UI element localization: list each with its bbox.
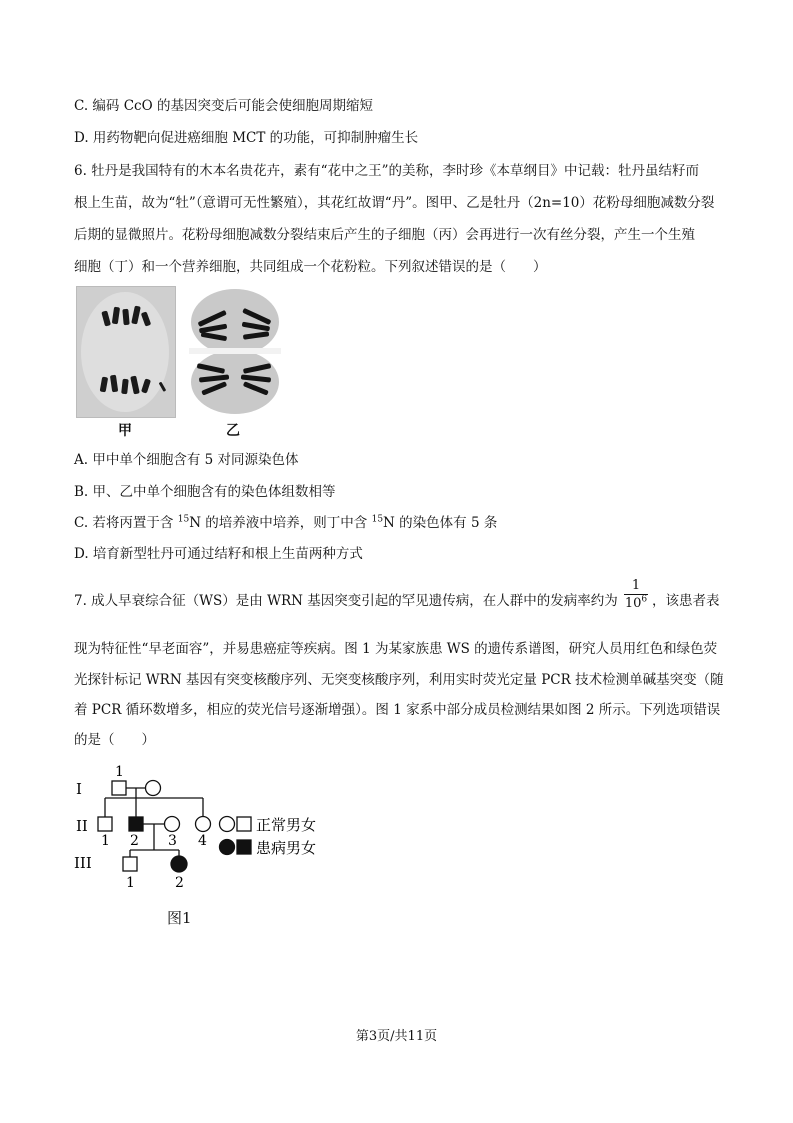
option-a-q6: A. 甲中单个细胞含有 5 对同源染色体 [74, 452, 299, 468]
legend-normal-female-icon [220, 817, 235, 832]
incidence-fraction [624, 578, 648, 611]
question-7-line-4: 着 PCR 循环数增多，相应的荧光信号逐渐增强）。图 1 家系中部分成员检测结果如图 2 所示。下列选项错误 [74, 702, 721, 718]
legend-affected-female-icon [220, 840, 235, 855]
question-7-line-3: 光探针标记 WRN 基因有突变核酸序列、无突变核酸序列，利用实时荧光定量 PCR 技术检测单碱基突变（随 [74, 672, 724, 688]
option-c-text-1: C. 若将丙置于含 [74, 515, 178, 531]
individual-ii3-female [165, 817, 180, 832]
pedigree-chart [70, 762, 370, 902]
individual-ii2-affected-male [129, 817, 143, 831]
option-b-q6: B. 甲、乙中单个细胞含有的染色体组数相等 [74, 484, 336, 500]
legend-affected-label: 患病男女 [256, 839, 317, 857]
micrograph-yi [187, 286, 282, 416]
question-6-line-3: 后期的显微照片。花粉母细胞减数分裂结束后产生的子细胞（丙）会再进行一次有丝分裂，产生一个生殖 [74, 227, 695, 243]
fraction-numerator: 1 [631, 578, 641, 593]
micrograph-jia [76, 286, 176, 418]
legend-normal-label: 正常男女 [256, 816, 317, 834]
option-c-text-3: N 的染色体有 5 条 [383, 515, 498, 531]
figure-1-title: 图1 [167, 909, 192, 927]
question-6-line-4: 细胞（丁）和一个营养细胞，共同组成一个花粉粒。下列叙述错误的是（ ） [74, 259, 547, 275]
caption-jia: 甲 [118, 423, 132, 439]
question-7-line-2: 现为特征性“早老面容”，并易患癌症等疾病。图 1 为某家族患 WS 的遗传系谱图，研究人员用红色和绿色荧 [74, 641, 718, 657]
isotope-superscript-2: 15 [371, 514, 384, 525]
option-c-q5: C. 编码 CcO 的基因突变后可能会使细胞周期缩短 [74, 98, 373, 114]
label-i1: 1 [115, 764, 124, 780]
individual-iii1-male [123, 857, 137, 871]
label-iii1: 1 [126, 875, 135, 891]
label-iii2: 2 [175, 875, 184, 891]
option-c-text-2: N 的培养液中培养，则丁中含 [189, 515, 372, 531]
question-7-line-1a: 7. 成人早衰综合征（WS）是由 WRN 基因突变引起的罕见遗传病，在人群中的发病率约为 [74, 593, 618, 609]
question-6-line-2: 根上生苗，故为“牡”（意谓可无性繁殖），其花红故谓“丹”。图甲、乙是牡丹（2n=10）花粉母细胞减数分裂 [74, 195, 715, 211]
label-ii4: 4 [198, 833, 207, 849]
question-7-line-1b: ，该患者表 [652, 593, 720, 609]
isotope-superscript-1: 15 [177, 514, 190, 525]
individual-ii1-male [98, 817, 112, 831]
caption-yi: 乙 [226, 423, 240, 439]
question-7-line-5: 的是（ ） [74, 732, 155, 748]
label-ii2: 2 [130, 833, 139, 849]
individual-i2-female [146, 781, 161, 796]
option-d-q6: D. 培育新型牡丹可通过结籽和根上生苗两种方式 [74, 546, 363, 562]
fraction-denominator: $10^6$ [624, 594, 648, 611]
individual-i1-male [112, 781, 126, 795]
generation-label-i: I [76, 780, 82, 798]
legend-normal-male-icon [237, 817, 251, 831]
individual-ii4-female [196, 817, 211, 832]
generation-label-iii: III [74, 854, 92, 872]
page-footer: 第3页/共11页 [355, 1029, 438, 1044]
option-d-q5: D. 用药物靶向促进癌细胞 MCT 的功能，可抑制肿瘤生长 [74, 130, 419, 146]
individual-iii2-affected-female [171, 856, 187, 872]
label-ii3: 3 [168, 833, 177, 849]
legend-affected-male-icon [237, 840, 251, 854]
option-c-q6 [74, 514, 497, 532]
generation-label-ii: II [76, 817, 88, 835]
question-6-line-1: 6. 牡丹是我国特有的木本名贵花卉，素有“花中之王”的美称，李时珍《本草纲目》中记载：牡丹虽结籽而 [74, 163, 699, 179]
label-ii1: 1 [101, 833, 110, 849]
